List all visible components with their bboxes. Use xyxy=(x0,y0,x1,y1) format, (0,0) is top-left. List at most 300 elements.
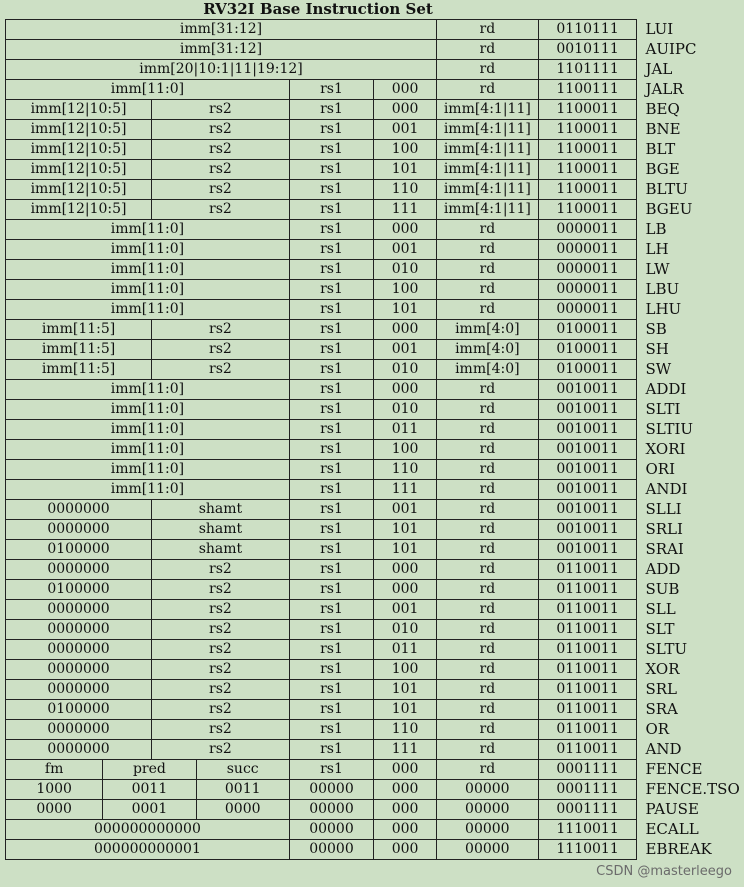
instruction-row xyxy=(6,20,744,40)
encoding-field: imm[4:1|11] xyxy=(437,120,539,140)
encoding-field: 001 xyxy=(374,340,437,360)
encoding-field: rs1 xyxy=(289,180,373,200)
encoding-field: 0001111 xyxy=(538,780,637,800)
encoding-field: imm[12|10:5] xyxy=(6,200,152,220)
encoding-field: 1000 xyxy=(6,780,103,800)
encoding-field: rs1 xyxy=(289,300,373,320)
instruction-name: BGEU xyxy=(645,200,693,218)
encoding-field: rs1 xyxy=(289,540,373,560)
encoding-field: imm[4:1|11] xyxy=(437,140,539,160)
encoding-field: 0110011 xyxy=(538,720,637,740)
encoding-field: imm[31:12] xyxy=(6,20,437,40)
encoding-field: imm[11:0] xyxy=(6,240,290,260)
instruction-name: AUIPC xyxy=(645,40,697,58)
encoding-field: 000 xyxy=(374,220,437,240)
encoding-field: 111 xyxy=(374,200,437,220)
encoding-field: imm[31:12] xyxy=(6,40,437,60)
encoding-field: 100 xyxy=(374,140,437,160)
encoding-field: 000 xyxy=(374,580,437,600)
encoding-field: rd xyxy=(437,740,539,760)
encoding-field: 0000011 xyxy=(538,220,637,240)
encoding-field: shamt xyxy=(152,500,290,520)
encoding-field: 001 xyxy=(374,120,437,140)
encoding-field: imm[4:1|11] xyxy=(437,160,539,180)
encoding-field: rs1 xyxy=(289,680,373,700)
encoding-field: 000 xyxy=(374,780,437,800)
instruction-row xyxy=(6,600,744,620)
encoding-field: 0010011 xyxy=(538,420,637,440)
encoding-field: rs2 xyxy=(152,580,290,600)
encoding-field: 110 xyxy=(374,180,437,200)
instruction-name: ADDI xyxy=(645,380,687,398)
encoding-field: rs1 xyxy=(289,620,373,640)
encoding-field: 0100011 xyxy=(538,320,637,340)
instruction-name: LBU xyxy=(645,280,680,298)
encoding-field: rs1 xyxy=(289,520,373,540)
encoding-field: 000 xyxy=(374,320,437,340)
encoding-field: 1100111 xyxy=(538,80,637,100)
encoding-field: rs1 xyxy=(289,420,373,440)
encoding-field: rs1 xyxy=(289,660,373,680)
encoding-field: rs1 xyxy=(289,80,373,100)
encoding-field: imm[11:5] xyxy=(6,320,152,340)
encoding-field: shamt xyxy=(152,540,290,560)
instruction-name: LHU xyxy=(645,300,682,318)
encoding-field: 0100011 xyxy=(538,340,637,360)
watermark: CSDN @masterleego xyxy=(596,864,732,879)
instruction-row xyxy=(6,280,744,300)
instruction-name: FENCE.TSO xyxy=(645,780,740,798)
encoding-field: 100 xyxy=(374,280,437,300)
instruction-name: SLL xyxy=(645,600,676,618)
encoding-field: rd xyxy=(437,260,539,280)
encoding-field: 0010011 xyxy=(538,440,637,460)
encoding-field: 0000000 xyxy=(6,500,152,520)
encoding-field: 00000 xyxy=(437,840,539,860)
encoding-field: rd xyxy=(437,500,539,520)
encoding-field: 1100011 xyxy=(538,180,637,200)
encoding-field: rs1 xyxy=(289,760,373,780)
encoding-field: rs2 xyxy=(152,200,290,220)
encoding-field: 101 xyxy=(374,540,437,560)
encoding-field: rs1 xyxy=(289,120,373,140)
encoding-field: rs1 xyxy=(289,740,373,760)
encoding-field: rs2 xyxy=(152,140,290,160)
encoding-field: imm[11:0] xyxy=(6,460,290,480)
encoding-field: rs1 xyxy=(289,140,373,160)
encoding-field: imm[11:5] xyxy=(6,340,152,360)
encoding-field: rs2 xyxy=(152,560,290,580)
encoding-field: 1101111 xyxy=(538,60,637,80)
encoding-field: rs1 xyxy=(289,600,373,620)
instruction-row xyxy=(6,400,744,420)
encoding-field: imm[11:0] xyxy=(6,260,290,280)
instruction-name: SLTU xyxy=(645,640,688,658)
encoding-field: 0000011 xyxy=(538,280,637,300)
encoding-field: rs1 xyxy=(289,560,373,580)
instruction-name: XOR xyxy=(645,660,680,678)
encoding-field: 0000000 xyxy=(6,680,152,700)
instruction-row xyxy=(6,580,744,600)
instruction-row xyxy=(6,60,744,80)
instruction-name: EBREAK xyxy=(645,840,712,858)
encoding-field: imm[4:1|11] xyxy=(437,200,539,220)
encoding-field: 0010011 xyxy=(538,460,637,480)
encoding-field: rs2 xyxy=(152,120,290,140)
instruction-row xyxy=(6,660,744,680)
encoding-field: 100 xyxy=(374,660,437,680)
encoding-field: imm[12|10:5] xyxy=(6,180,152,200)
encoding-field: rd xyxy=(437,560,539,580)
instruction-name: SH xyxy=(645,340,669,358)
encoding-field: 0011 xyxy=(103,780,196,800)
encoding-field: imm[4:0] xyxy=(437,360,539,380)
instruction-row xyxy=(6,720,744,740)
encoding-field: imm[4:0] xyxy=(437,340,539,360)
instruction-row xyxy=(6,300,744,320)
encoding-field: 000 xyxy=(374,820,437,840)
instruction-row xyxy=(6,760,744,780)
encoding-field: rs1 xyxy=(289,380,373,400)
encoding-field: 000 xyxy=(374,760,437,780)
encoding-field: imm[12|10:5] xyxy=(6,140,152,160)
encoding-field: rs2 xyxy=(152,160,290,180)
instruction-row xyxy=(6,380,744,400)
encoding-field: 1100011 xyxy=(538,120,637,140)
encoding-field: 0110011 xyxy=(538,700,637,720)
encoding-field: 000 xyxy=(374,380,437,400)
instruction-name: SLT xyxy=(645,620,675,638)
instruction-name: LUI xyxy=(645,20,674,38)
encoding-field: 010 xyxy=(374,360,437,380)
instruction-row xyxy=(6,800,744,820)
encoding-field: rs2 xyxy=(152,640,290,660)
encoding-field: rs2 xyxy=(152,360,290,380)
encoding-field: rd xyxy=(437,20,539,40)
encoding-field: 0110011 xyxy=(538,740,637,760)
encoding-field: 0000000 xyxy=(6,660,152,680)
instruction-name: BLT xyxy=(645,140,676,158)
encoding-field: 00000 xyxy=(289,820,373,840)
instruction-name: ADD xyxy=(645,560,681,578)
encoding-field: rd xyxy=(437,300,539,320)
encoding-field: rd xyxy=(437,720,539,740)
instruction-row xyxy=(6,740,744,760)
instruction-row xyxy=(6,840,744,860)
encoding-field: 0100000 xyxy=(6,540,152,560)
instruction-name: SW xyxy=(645,360,672,378)
instruction-name: SB xyxy=(645,320,667,338)
encoding-field: 00000 xyxy=(289,840,373,860)
encoding-field: 0110011 xyxy=(538,580,637,600)
instruction-row xyxy=(6,460,744,480)
instruction-name: ANDI xyxy=(645,480,688,498)
instruction-row xyxy=(6,420,744,440)
encoding-field: shamt xyxy=(152,520,290,540)
encoding-field: imm[20|10:1|11|19:12] xyxy=(6,60,437,80)
encoding-field: rs1 xyxy=(289,480,373,500)
encoding-field: rd xyxy=(437,380,539,400)
encoding-field: rs2 xyxy=(152,740,290,760)
encoding-field: imm[4:1|11] xyxy=(437,180,539,200)
encoding-field: rd xyxy=(437,540,539,560)
instruction-row xyxy=(6,40,744,60)
instruction-row xyxy=(6,560,744,580)
instruction-name: LB xyxy=(645,220,667,238)
encoding-field: 0000000 xyxy=(6,560,152,580)
encoding-field: rd xyxy=(437,580,539,600)
encoding-field: pred xyxy=(103,760,196,780)
instruction-name: BNE xyxy=(645,120,681,138)
encoding-field: 0110011 xyxy=(538,640,637,660)
instruction-name: BLTU xyxy=(645,180,688,198)
encoding-field: succ xyxy=(196,760,289,780)
instruction-row xyxy=(6,500,744,520)
encoding-field: 0100000 xyxy=(6,700,152,720)
instruction-row xyxy=(6,340,744,360)
encoding-field: 0010011 xyxy=(538,500,637,520)
encoding-field: rs1 xyxy=(289,400,373,420)
instruction-name: ECALL xyxy=(645,820,699,838)
encoding-field: rd xyxy=(437,400,539,420)
encoding-field: rs1 xyxy=(289,220,373,240)
encoding-field: rd xyxy=(437,440,539,460)
instruction-name: BEQ xyxy=(645,100,680,118)
encoding-field: 101 xyxy=(374,300,437,320)
encoding-field: 0010011 xyxy=(538,400,637,420)
encoding-field: 1100011 xyxy=(538,100,637,120)
encoding-field: 101 xyxy=(374,520,437,540)
encoding-field: rs1 xyxy=(289,440,373,460)
instruction-row xyxy=(6,200,744,220)
instruction-row xyxy=(6,700,744,720)
encoding-field: 00000 xyxy=(289,780,373,800)
instruction-name: SRA xyxy=(645,700,678,718)
encoding-field: 001 xyxy=(374,240,437,260)
encoding-field: 0110011 xyxy=(538,560,637,580)
instruction-name: OR xyxy=(645,720,670,738)
instruction-name: ORI xyxy=(645,460,676,478)
encoding-field: 0010011 xyxy=(538,380,637,400)
encoding-field: imm[4:1|11] xyxy=(437,100,539,120)
encoding-field: rs2 xyxy=(152,620,290,640)
instruction-row xyxy=(6,260,744,280)
encoding-field: rd xyxy=(437,520,539,540)
encoding-field: imm[11:0] xyxy=(6,380,290,400)
encoding-field: 100 xyxy=(374,440,437,460)
encoding-field: 0000000 xyxy=(6,740,152,760)
encoding-field: imm[11:0] xyxy=(6,280,290,300)
encoding-field: 0000011 xyxy=(538,260,637,280)
encoding-field: 0000000 xyxy=(6,720,152,740)
encoding-field: 1110011 xyxy=(538,820,637,840)
encoding-field: rs2 xyxy=(152,100,290,120)
encoding-field: fm xyxy=(6,760,103,780)
encoding-field: rd xyxy=(437,60,539,80)
encoding-field: rs2 xyxy=(152,180,290,200)
instruction-row xyxy=(6,320,744,340)
encoding-field: 111 xyxy=(374,740,437,760)
encoding-field: 0000 xyxy=(196,800,289,820)
encoding-field: 00000 xyxy=(437,800,539,820)
instruction-name: SRL xyxy=(645,680,678,698)
encoding-field: rs2 xyxy=(152,660,290,680)
encoding-field: 0000 xyxy=(6,800,103,820)
encoding-field: 101 xyxy=(374,700,437,720)
encoding-field: rs1 xyxy=(289,280,373,300)
instruction-name: SLTI xyxy=(645,400,681,418)
instruction-row xyxy=(6,540,744,560)
instruction-name: FENCE xyxy=(645,760,703,778)
instruction-name: SLTIU xyxy=(645,420,694,438)
instruction-row xyxy=(6,480,744,500)
encoding-field: 000 xyxy=(374,800,437,820)
instruction-name: AND xyxy=(645,740,682,758)
encoding-field: 000 xyxy=(374,560,437,580)
encoding-field: rd xyxy=(437,40,539,60)
instruction-name: XORI xyxy=(645,440,686,458)
encoding-field: 1100011 xyxy=(538,200,637,220)
instruction-name: SRLI xyxy=(645,520,683,538)
encoding-field: imm[11:0] xyxy=(6,420,290,440)
encoding-field: 0001111 xyxy=(538,800,637,820)
encoding-field: 0110011 xyxy=(538,660,637,680)
instruction-row xyxy=(6,440,744,460)
encoding-field: 0010011 xyxy=(538,520,637,540)
instruction-row xyxy=(6,820,744,840)
instruction-name: JALR xyxy=(645,80,684,98)
instruction-name: SUB xyxy=(645,580,680,598)
encoding-field: rs1 xyxy=(289,640,373,660)
encoding-field: rs2 xyxy=(152,720,290,740)
instruction-row xyxy=(6,680,744,700)
encoding-field: 0110011 xyxy=(538,600,637,620)
encoding-field: imm[12|10:5] xyxy=(6,120,152,140)
encoding-field: 001 xyxy=(374,500,437,520)
encoding-field: 110 xyxy=(374,720,437,740)
instruction-name: BGE xyxy=(645,160,680,178)
encoding-field: rs1 xyxy=(289,460,373,480)
encoding-field: rd xyxy=(437,640,539,660)
encoding-field: imm[4:0] xyxy=(437,320,539,340)
encoding-field: 000000000001 xyxy=(6,840,290,860)
page-title: RV32I Base Instruction Set xyxy=(203,0,433,18)
instruction-row xyxy=(6,780,744,800)
encoding-field: rd xyxy=(437,460,539,480)
encoding-field: rd xyxy=(437,480,539,500)
encoding-field: rs1 xyxy=(289,160,373,180)
encoding-field: 111 xyxy=(374,480,437,500)
encoding-field: rs2 xyxy=(152,320,290,340)
encoding-field: 110 xyxy=(374,460,437,480)
encoding-field: 0010011 xyxy=(538,480,637,500)
encoding-field: rs1 xyxy=(289,240,373,260)
encoding-field: 0001 xyxy=(103,800,196,820)
encoding-field: 000 xyxy=(374,840,437,860)
encoding-field: rs1 xyxy=(289,580,373,600)
encoding-field: 0000000 xyxy=(6,520,152,540)
instruction-row xyxy=(6,520,744,540)
encoding-field: 0010111 xyxy=(538,40,637,60)
encoding-field: 0001111 xyxy=(538,760,637,780)
encoding-field: imm[11:0] xyxy=(6,300,290,320)
instruction-row xyxy=(6,80,744,100)
encoding-field: rd xyxy=(437,700,539,720)
encoding-field: imm[11:5] xyxy=(6,360,152,380)
encoding-field: 1100011 xyxy=(538,140,637,160)
instruction-row xyxy=(6,360,744,380)
encoding-field: rd xyxy=(437,280,539,300)
encoding-field: 0011 xyxy=(196,780,289,800)
instruction-name: SRAI xyxy=(645,540,684,558)
instruction-row xyxy=(6,100,744,120)
encoding-field: rs1 xyxy=(289,200,373,220)
encoding-field: 0100000 xyxy=(6,580,152,600)
instruction-row xyxy=(6,620,744,640)
encoding-field: 0110011 xyxy=(538,680,637,700)
encoding-field: 1100011 xyxy=(538,160,637,180)
encoding-field: imm[11:0] xyxy=(6,440,290,460)
instruction-name: PAUSE xyxy=(645,800,699,818)
instruction-row xyxy=(6,640,744,660)
encoding-field: 0000000 xyxy=(6,600,152,620)
encoding-field: rd xyxy=(437,620,539,640)
encoding-field: rs1 xyxy=(289,100,373,120)
encoding-field: rd xyxy=(437,680,539,700)
encoding-field: rs1 xyxy=(289,500,373,520)
encoding-field: 0010011 xyxy=(538,540,637,560)
encoding-field: 000 xyxy=(374,100,437,120)
encoding-field: 001 xyxy=(374,600,437,620)
encoding-field: 010 xyxy=(374,400,437,420)
encoding-field: rs1 xyxy=(289,320,373,340)
encoding-field: rs1 xyxy=(289,360,373,380)
instruction-name: JAL xyxy=(645,60,673,78)
encoding-field: imm[11:0] xyxy=(6,80,290,100)
encoding-field: rs1 xyxy=(289,260,373,280)
instruction-table-body xyxy=(6,20,744,860)
encoding-field: imm[12|10:5] xyxy=(6,100,152,120)
encoding-field: 0000000 xyxy=(6,620,152,640)
encoding-field: 000 xyxy=(374,80,437,100)
encoding-field: rd xyxy=(437,220,539,240)
encoding-field: rd xyxy=(437,760,539,780)
instruction-row xyxy=(6,160,744,180)
instruction-row xyxy=(6,140,744,160)
encoding-field: 011 xyxy=(374,640,437,660)
encoding-field: 101 xyxy=(374,680,437,700)
instruction-name: SLLI xyxy=(645,500,682,518)
instruction-table xyxy=(5,19,744,860)
encoding-field: imm[11:0] xyxy=(6,400,290,420)
encoding-field: 010 xyxy=(374,260,437,280)
encoding-field: 000000000000 xyxy=(6,820,290,840)
encoding-field: 0000000 xyxy=(6,640,152,660)
encoding-field: rd xyxy=(437,240,539,260)
instruction-row xyxy=(6,220,744,240)
encoding-field: rs2 xyxy=(152,600,290,620)
instruction-name: LW xyxy=(645,260,670,278)
encoding-field: 0110111 xyxy=(538,20,637,40)
encoding-field: imm[11:0] xyxy=(6,220,290,240)
encoding-field: rs1 xyxy=(289,700,373,720)
instruction-name: LH xyxy=(645,240,669,258)
instruction-row xyxy=(6,240,744,260)
instruction-row xyxy=(6,180,744,200)
encoding-field: 010 xyxy=(374,620,437,640)
encoding-field: rd xyxy=(437,660,539,680)
encoding-field: 00000 xyxy=(289,800,373,820)
